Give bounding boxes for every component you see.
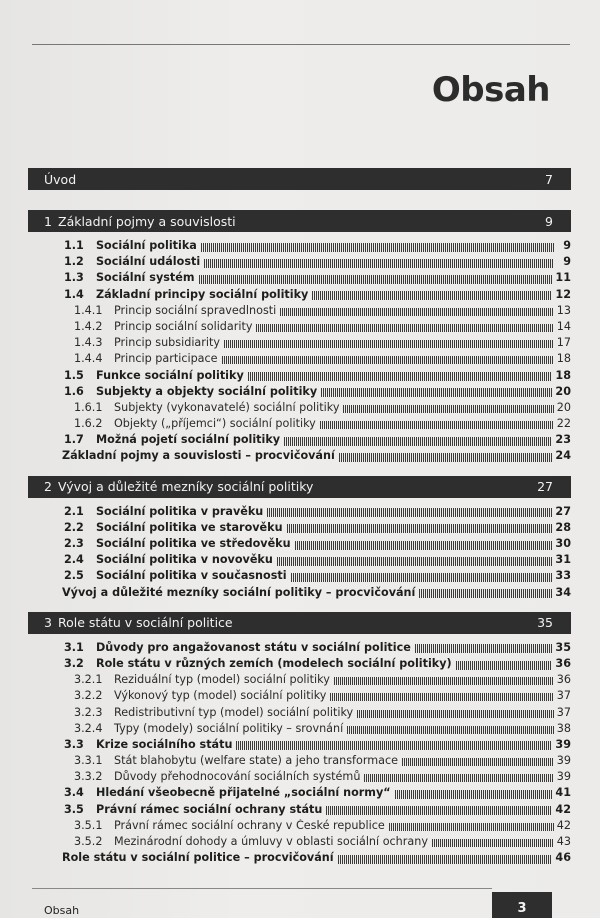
dot-leader [284, 437, 552, 446]
spacer [28, 197, 571, 210]
dot-leader [277, 557, 553, 566]
dot-leader [357, 710, 554, 718]
dot-leader [347, 726, 554, 734]
toc-entry[interactable] [28, 401, 571, 417]
toc-entry[interactable] [28, 255, 571, 271]
toc-entry[interactable] [28, 835, 571, 851]
entry-number: 2.1 [64, 504, 84, 518]
toc-entry[interactable] [28, 803, 571, 819]
chapter-page: 9 [545, 213, 553, 229]
entry-number: 3.5 [64, 802, 84, 816]
entry-page: 18 [555, 368, 571, 382]
entry-number: 1.5 [64, 368, 84, 382]
entry-page: 42 [555, 802, 571, 816]
entry-page: 18 [556, 352, 571, 366]
dot-leader [224, 340, 554, 348]
entry-title: Sociální systém [96, 271, 195, 285]
chapter-heading[interactable] [28, 612, 571, 634]
entry-title: Princip sociální solidarity [114, 319, 253, 333]
entry-title: Stát blahobytu (welfare state) a jeho transformace [114, 754, 399, 768]
spacer [28, 466, 571, 476]
entry-number: 3.2 [64, 656, 84, 670]
entry-number: 1.6.1 [74, 400, 103, 414]
toc-entry[interactable] [28, 320, 571, 336]
entry-title: Sociální politika v pravěku [96, 504, 264, 518]
entry-title: Krize sociálního státu [96, 737, 233, 751]
entry-title: Typy (modely) sociální politiky – srovnání [114, 721, 344, 735]
chapter-title-group [44, 479, 313, 494]
chapter-entries [28, 498, 571, 602]
entry-number: 1.2 [64, 255, 84, 269]
toc-entry[interactable] [28, 271, 571, 287]
page-number: 3 [517, 901, 527, 916]
dot-leader [295, 541, 553, 550]
entry-title: Redistributivní typ (model) sociální politiky [114, 705, 354, 719]
entry-number: 2.2 [64, 520, 84, 534]
chapter-entries [28, 232, 571, 466]
entry-title: Subjekty a objekty sociální politiky [96, 384, 318, 398]
dot-leader [456, 661, 553, 670]
spacer [28, 602, 571, 612]
toc-entry[interactable] [28, 288, 571, 304]
entry-number: 2.4 [64, 553, 84, 567]
entry-title: Role státu v různých zemích (modelech sociální politiky) [96, 656, 452, 670]
entry-number: 1.4.4 [74, 352, 103, 366]
entry-page: 39 [555, 737, 571, 751]
entry-page: 38 [556, 721, 571, 735]
entry-title: Subjekty (vykonavatelé) sociální politiky [114, 400, 340, 414]
chapter-page: 7 [545, 171, 553, 187]
entry-number: 3.2.2 [74, 689, 103, 703]
entry-page: 37 [556, 689, 571, 703]
toc-entry[interactable] [28, 641, 571, 657]
entry-title: Sociální politika ve středověku [96, 537, 291, 550]
entry-number: 1.3 [64, 271, 84, 285]
toc-summary-entry[interactable] [28, 449, 571, 465]
dot-leader [320, 421, 554, 429]
dot-leader [248, 372, 553, 381]
entry-title: Základní principy sociální politiky [96, 287, 309, 301]
toc-entry[interactable] [28, 521, 571, 537]
dot-leader [291, 573, 553, 582]
entry-page: 36 [556, 673, 571, 687]
chapter-title-group [44, 214, 236, 229]
dot-leader [389, 823, 554, 831]
entry-number: 3.2.1 [74, 673, 103, 687]
entry-title: Princip subsidiarity [114, 336, 221, 350]
entry-page: 20 [555, 384, 571, 398]
entry-number: 3.2.3 [74, 705, 103, 719]
entry-number: 2.3 [64, 537, 84, 550]
footer-label: Obsah [44, 904, 80, 917]
toc-entry[interactable] [28, 689, 571, 705]
entry-number: 1.6.2 [74, 417, 103, 431]
entry-page: 14 [556, 319, 571, 333]
entry-title: Výkonový typ (model) sociální politiky [114, 689, 327, 703]
dot-leader [330, 693, 553, 701]
entry-number: 3.3.2 [74, 770, 103, 784]
entry-page: 46 [555, 851, 571, 865]
entry-title: Důvody přehodnocování sociálních systémů [114, 770, 361, 784]
entry-page: 37 [556, 705, 571, 719]
entry-title: Mezinárodní dohody a úmluvy v oblasti sociální ochrany [114, 835, 428, 848]
page-title: Obsah [431, 70, 550, 110]
entry-title: Role státu v sociální politice – procvičování [62, 851, 334, 865]
toc-entry[interactable] [28, 239, 571, 255]
dot-leader [338, 855, 553, 864]
toc-entry[interactable] [28, 369, 571, 385]
chapter-number: 1 [44, 213, 52, 229]
dot-leader [201, 243, 554, 252]
chapter-number: 2 [44, 479, 52, 495]
toc-entry[interactable] [28, 819, 571, 835]
table-of-contents [28, 168, 571, 877]
entry-page: 24 [555, 449, 571, 463]
entry-page: 17 [556, 336, 571, 350]
dot-leader [364, 774, 553, 782]
toc-entry[interactable] [28, 553, 571, 569]
chapter-heading[interactable] [28, 476, 571, 498]
entry-title: Sociální události [96, 255, 201, 269]
toc-entry[interactable] [28, 657, 571, 673]
entry-number: 3.3 [64, 737, 84, 751]
entry-number: 3.2.4 [74, 721, 103, 735]
entry-page: 9 [563, 239, 571, 252]
entry-page: 23 [555, 433, 571, 447]
entry-page: 20 [556, 400, 571, 414]
entry-number: 1.7 [64, 433, 84, 447]
chapter-title-group [44, 172, 76, 187]
toc-entry[interactable] [28, 505, 571, 521]
entry-number: 1.1 [64, 239, 84, 252]
chapter-title-group [44, 615, 233, 630]
dot-leader [432, 839, 554, 847]
toc-entry[interactable] [28, 385, 571, 401]
entry-page: 13 [556, 303, 571, 317]
bottom-rule [32, 888, 492, 889]
chapter-heading[interactable] [28, 210, 571, 232]
entry-page: 30 [555, 537, 571, 550]
chapter-page: 27 [537, 479, 553, 495]
entry-title: Důvody pro angažovanost státu v sociální politice [96, 640, 411, 654]
entry-number: 3.3.1 [74, 754, 103, 768]
entry-title: Reziduální typ (model) sociální politiky [114, 673, 330, 687]
toc-entry[interactable] [28, 352, 571, 368]
entry-title: Funkce sociální politiky [96, 368, 244, 382]
entry-title: Základní pojmy a souvislosti – procvičování [62, 449, 335, 463]
toc-entry[interactable] [28, 738, 571, 754]
chapter-number: 3 [44, 615, 52, 631]
entry-page: 39 [556, 754, 571, 768]
entry-number: 1.4.2 [74, 319, 103, 333]
entry-page: 12 [555, 287, 571, 301]
toc-entry[interactable] [28, 433, 571, 449]
chapter-title: Základní pojmy a souvislosti [58, 213, 236, 229]
entry-number: 1.4.1 [74, 303, 103, 317]
entry-page: 31 [555, 553, 571, 567]
page-number-box [492, 892, 552, 918]
entry-number: 1.4 [64, 287, 84, 301]
dot-leader [419, 589, 552, 598]
entry-number: 3.1 [64, 640, 84, 654]
entry-page: 42 [556, 818, 571, 832]
entry-number: 2.5 [64, 569, 84, 583]
toc-entry[interactable] [28, 706, 571, 722]
entry-number: 1.4.3 [74, 336, 103, 350]
entry-page: 41 [555, 786, 571, 800]
entry-title: Sociální politika v novověku [96, 553, 273, 567]
dot-leader [321, 388, 552, 397]
dot-leader [326, 806, 552, 815]
entry-title: Právní rámec sociální ochrany státu [96, 802, 323, 816]
entry-page: 22 [556, 417, 571, 431]
top-rule [32, 44, 570, 45]
dot-leader [334, 677, 554, 685]
chapter-title: Vývoj a důležité mezníky sociální politiky [58, 479, 314, 495]
entry-page: 35 [555, 640, 571, 654]
toc-summary-entry[interactable] [28, 586, 571, 602]
entry-page: 43 [556, 835, 571, 848]
dot-leader [256, 324, 553, 332]
toc-entry[interactable] [28, 722, 571, 738]
entry-title: Sociální politika ve starověku [96, 520, 283, 534]
entry-number: 3.4 [64, 786, 84, 800]
dot-leader [395, 790, 553, 799]
entry-number: 3.5.1 [74, 818, 103, 832]
chapter-heading[interactable] [28, 168, 571, 190]
entry-page: 28 [555, 520, 571, 534]
toc-summary-entry[interactable] [28, 851, 571, 867]
entry-title: Princip participace [114, 352, 218, 366]
entry-page: 36 [555, 656, 571, 670]
chapter-entries [28, 190, 571, 197]
entry-title: Vývoj a důležité mezníky sociální politiky – procvičování [62, 585, 416, 599]
spacer [28, 867, 571, 877]
entry-title: Sociální politika [96, 239, 197, 252]
dot-leader [402, 758, 554, 766]
entry-page: 33 [555, 569, 571, 583]
entry-page: 11 [555, 271, 571, 285]
dot-leader [222, 356, 554, 364]
entry-number: 3.5.2 [74, 835, 103, 848]
toc-entry[interactable] [28, 786, 571, 802]
entry-title: Hledání všeobecně přijatelné „sociální normy“ [96, 786, 391, 800]
dot-leader [280, 308, 553, 316]
dot-leader [343, 405, 553, 413]
dot-leader [339, 453, 553, 462]
entry-title: Možná pojetí sociální politiky [96, 433, 281, 447]
entry-page: 34 [555, 585, 571, 599]
toc-entry[interactable] [28, 417, 571, 433]
dot-leader [267, 508, 552, 517]
chapter-title: Role státu v sociální politice [58, 615, 233, 631]
entry-title: Objekty („příjemci“) sociální politiky [114, 417, 316, 431]
dot-leader [204, 259, 554, 268]
entry-page: 9 [563, 255, 571, 269]
entry-title: Právní rámec sociální ochrany v České republice [114, 818, 385, 832]
toc-entry[interactable] [28, 304, 571, 320]
chapter-page: 35 [537, 615, 553, 631]
toc-entry[interactable] [28, 569, 571, 585]
dot-leader [415, 644, 553, 653]
entry-title: Sociální politika v současnosti [96, 569, 287, 583]
dot-leader [236, 741, 552, 750]
dot-leader [312, 291, 552, 300]
chapter-entries [28, 634, 571, 868]
dot-leader [287, 524, 553, 533]
entry-number: 1.6 [64, 384, 84, 398]
entry-page: 27 [555, 504, 571, 518]
toc-entry[interactable] [28, 754, 571, 770]
toc-entry[interactable] [28, 770, 571, 786]
entry-page: 39 [556, 770, 571, 784]
toc-entry[interactable] [28, 673, 571, 689]
dot-leader [199, 275, 553, 284]
toc-entry[interactable] [28, 336, 571, 352]
toc-entry[interactable] [28, 537, 571, 553]
chapter-title: Úvod [44, 171, 77, 187]
entry-title: Princip sociální spravedlnosti [114, 303, 277, 317]
